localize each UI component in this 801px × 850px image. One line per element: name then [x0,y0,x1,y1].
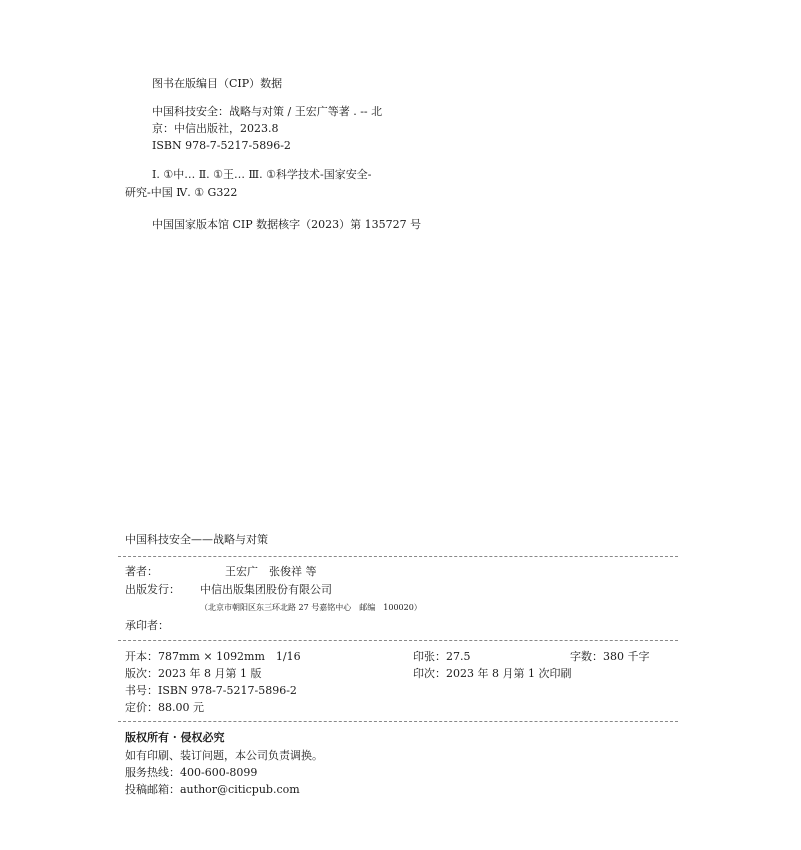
book-title: 中国科技安全——战略与对策 [125,533,268,546]
cip-entry-line1: 中国科技安全：战略与对策 / 王宏广等著 . -- 北 [152,105,383,118]
printed-sheets: 印张：27.5 [413,650,471,663]
book-number: 书号：ISBN 978-7-5217-5896-2 [125,684,297,697]
divider [118,556,678,557]
publisher-value: 中信出版集团股份有限公司 [200,583,332,596]
edition: 版次：2023 年 8 月第 1 版 [125,667,262,680]
format: 开本：787mm × 1092mm 1/16 [125,650,301,663]
divider [118,721,678,722]
cip-record-number: 中国国家版本馆 CIP 数据核字（2023）第 135727 号 [152,218,422,231]
service-hotline: 服务热线：400-600-8099 [125,766,258,779]
publisher-address: （北京市朝阳区东三环北路 27 号嘉铭中心 邮编 100020） [200,603,422,612]
cip-classification-line1: Ⅰ. ①中… Ⅱ. ①王… Ⅲ. ①科学技术-国家安全- [152,168,372,181]
rights-notice: 版权所有 · 侵权必究 [125,731,225,744]
submission-email: 投稿邮箱：author@citicpub.com [125,783,300,796]
cip-heading: 图书在版编目（CIP）数据 [152,77,283,90]
publisher-label: 出版发行： [125,583,180,596]
author-value: 王宏广 张俊祥 等 [225,565,317,578]
cip-classification-line2: 研究-中国 Ⅳ. ① G322 [125,186,238,199]
defects-notice: 如有印刷、装订问题，本公司负责调换。 [125,749,323,762]
divider [118,640,678,641]
price: 定价：88.00 元 [125,701,204,714]
cip-entry-line2: 京：中信出版社，2023.8 [152,122,279,135]
author-label: 著者： [125,565,158,578]
printing: 印次：2023 年 8 月第 1 次印刷 [413,667,572,680]
printer-label: 承印者： [125,619,169,632]
word-count: 字数：380 千字 [570,650,650,663]
cip-isbn: ISBN 978-7-5217-5896-2 [152,139,291,152]
